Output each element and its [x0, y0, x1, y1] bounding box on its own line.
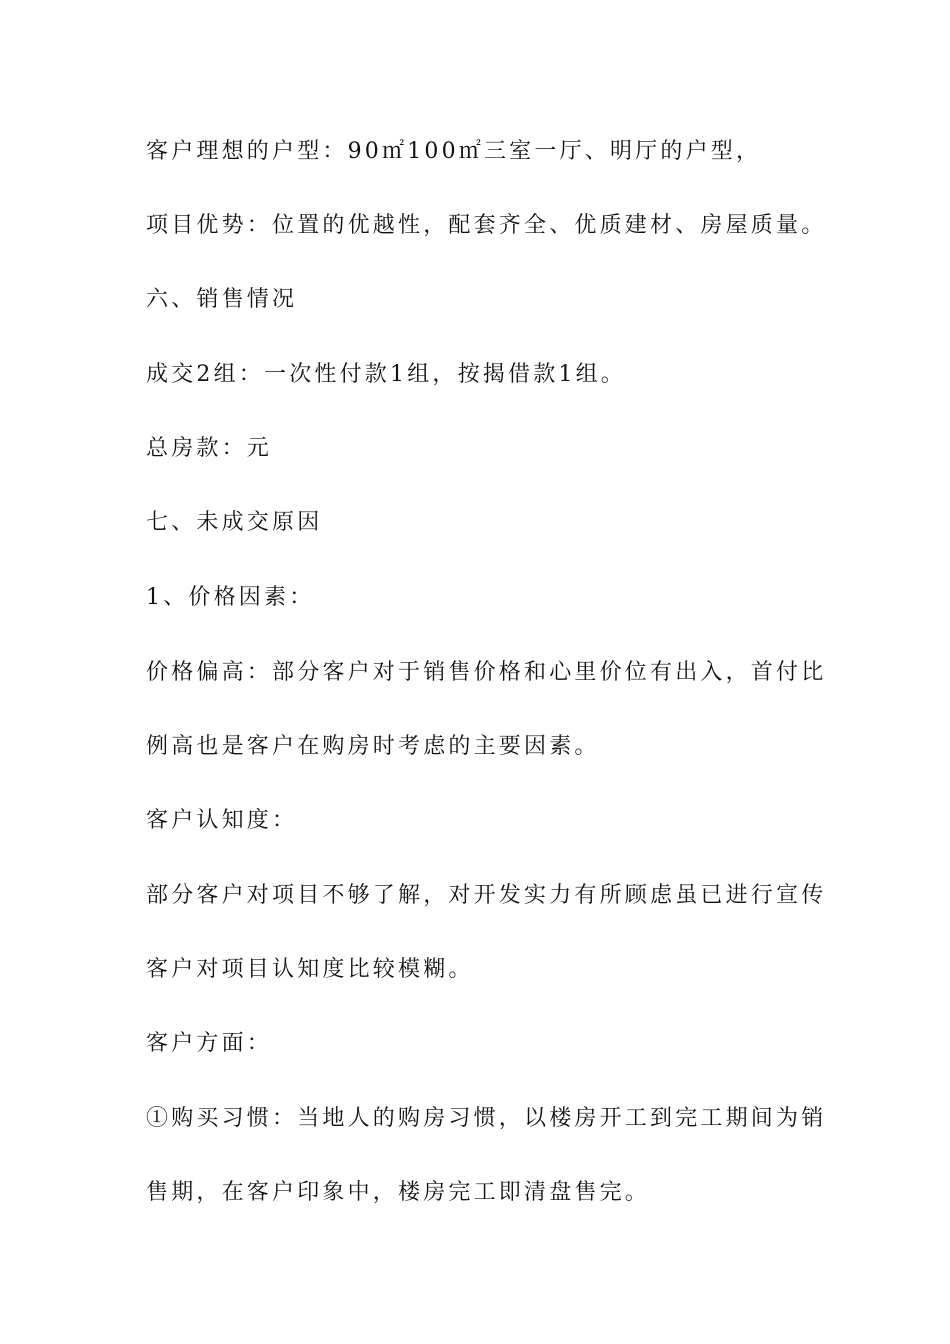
buying-habit-paragraph-line2: 售期，在客户印象中，楼房完工即清盘售完。: [146, 1180, 651, 1205]
project-advantage-line: 项目优势：位置的优越性，配套齐全、优质建材、房屋质量。: [146, 213, 827, 238]
ideal-unit-type-line: 客户理想的户型：90㎡100㎡三室一厅、明厅的户型，: [146, 139, 762, 164]
awareness-paragraph-line1: 部分客户对项目不够了解，对开发实力有所顾虑虽已进行宣传: [146, 883, 827, 908]
awareness-paragraph-line2: 客户对项目认知度比较模糊。: [146, 957, 474, 982]
deal-summary-line: 成交2组：一次性付款1组，按揭借款1组。: [146, 362, 626, 387]
price-factor-heading: 1、价格因素：: [146, 585, 315, 610]
total-price-line: 总房款：元: [146, 436, 273, 461]
price-high-paragraph-line2: 例高也是客户在购房时考虑的主要因素。: [146, 734, 600, 759]
customer-awareness-heading: 客户认知度：: [146, 808, 298, 833]
section-seven-heading: 七、未成交原因: [146, 510, 323, 535]
section-six-heading: 六、销售情况: [146, 287, 298, 312]
price-high-paragraph-line1: 价格偏高：部分客户对于销售价格和心里价位有出入，首付比: [146, 660, 827, 685]
customer-side-heading: 客户方面：: [146, 1031, 273, 1056]
buying-habit-paragraph-line1: ①购买习惯：当地人的购房习惯，以楼房开工到完工期间为销: [146, 1106, 827, 1131]
